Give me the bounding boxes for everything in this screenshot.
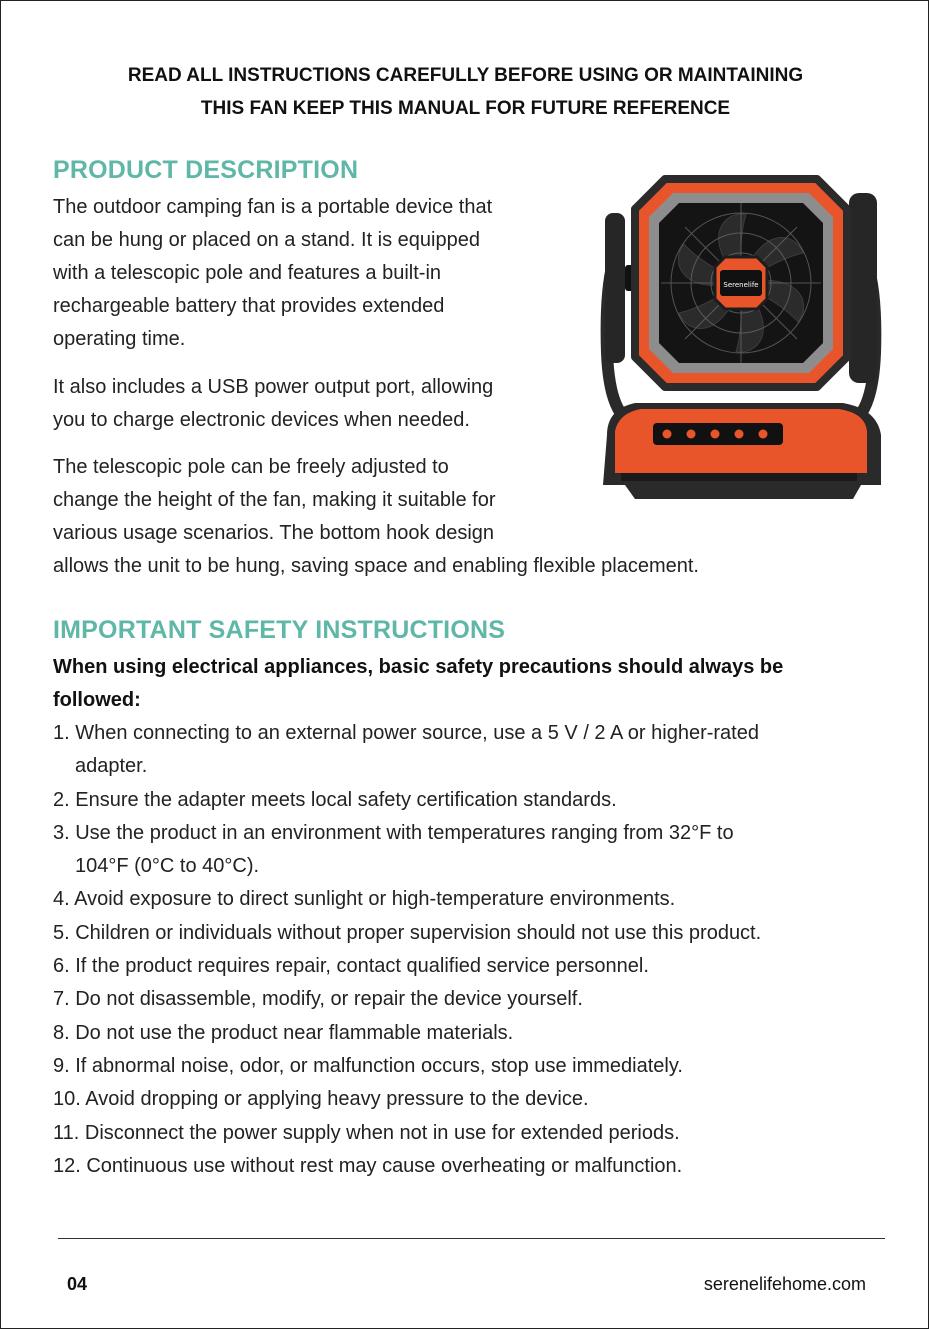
camping-fan-image — [595, 173, 885, 525]
list-item: 10. Avoid dropping or applying heavy pressure to the device. — [53, 1088, 589, 1111]
warning-banner — [1, 59, 929, 125]
text-line: can be hung or placed on a stand. It is equipped — [53, 229, 480, 251]
list-item: 9. If abnormal noise, odor, or malfunction occurs, stop use immediately. — [53, 1054, 683, 1077]
list-item: 1. When connecting to an external power source, use a 5 V / 2 A or higher-rated — [53, 722, 759, 744]
product-description-title: PRODUCT DESCRIPTION — [53, 156, 359, 184]
list-item: 11. Disconnect the power supply when not in use for extended periods. — [53, 1121, 680, 1144]
text-line: The outdoor camping fan is a portable device that — [53, 196, 493, 218]
list-item: 2. Ensure the adapter meets local safety certification standards. — [53, 788, 617, 811]
product-paragraph-2 — [53, 371, 493, 437]
text-line: various usage scenarios. The bottom hook design — [53, 522, 495, 544]
page-number: 04 — [67, 1274, 88, 1294]
list-item: 12. Continuous use without rest may cause overheating or malfunction. — [53, 1154, 683, 1177]
brand-label: Serenelife — [723, 281, 759, 289]
text-line: change the height of the fan, making it suitable for — [53, 489, 496, 511]
list-item: 3. Use the product in an environment with temperatures ranging from 32°F to — [53, 821, 734, 844]
text-line: operating time. — [53, 328, 186, 350]
text-line: The telescopic pole can be freely adjusted to — [53, 456, 449, 478]
list-item: 7. Do not disassemble, modify, or repair the device yourself. — [53, 988, 583, 1011]
list-item: 8. Do not use the product near flammable materials. — [53, 1021, 514, 1044]
text-line: you to charge electronic devices when needed. — [53, 409, 470, 431]
warning-line: THIS FAN KEEP THIS MANUAL FOR FUTURE REFERENCE — [200, 98, 731, 119]
safety-lead — [53, 651, 783, 717]
list-item: 5. Children or individuals without proper supervision should not use this product. — [53, 921, 762, 944]
list-item: 4. Avoid exposure to direct sunlight or high-temperature environments. — [53, 888, 676, 911]
product-paragraph-1 — [53, 191, 492, 356]
text-line: rechargeable battery that provides extended — [53, 295, 445, 317]
list-item: 6. If the product requires repair, contact qualified service personnel. — [53, 955, 649, 978]
list-item-continuation: 104°F (0°C to 40°C). — [75, 855, 260, 878]
text-line: It also includes a USB power output port, allowing — [53, 376, 494, 398]
text-line: When using electrical appliances, basic safety precautions should always be — [53, 656, 784, 678]
text-line: with a telescopic pole and features a built-in — [53, 262, 442, 284]
safety-instructions-title: IMPORTANT SAFETY INSTRUCTIONS — [53, 616, 506, 644]
safety-list — [53, 717, 761, 1183]
text-line: followed: — [53, 689, 141, 711]
footer-divider — [58, 1238, 885, 1239]
text-line: allows the unit to be hung, saving space and enabling flexible placement. — [53, 555, 699, 577]
warning-line: READ ALL INSTRUCTIONS CAREFULLY BEFORE USING OR MAINTAINING — [127, 65, 804, 86]
website-text: serenelifehome.com — [703, 1274, 866, 1294]
list-item-continuation: adapter. — [75, 755, 148, 778]
